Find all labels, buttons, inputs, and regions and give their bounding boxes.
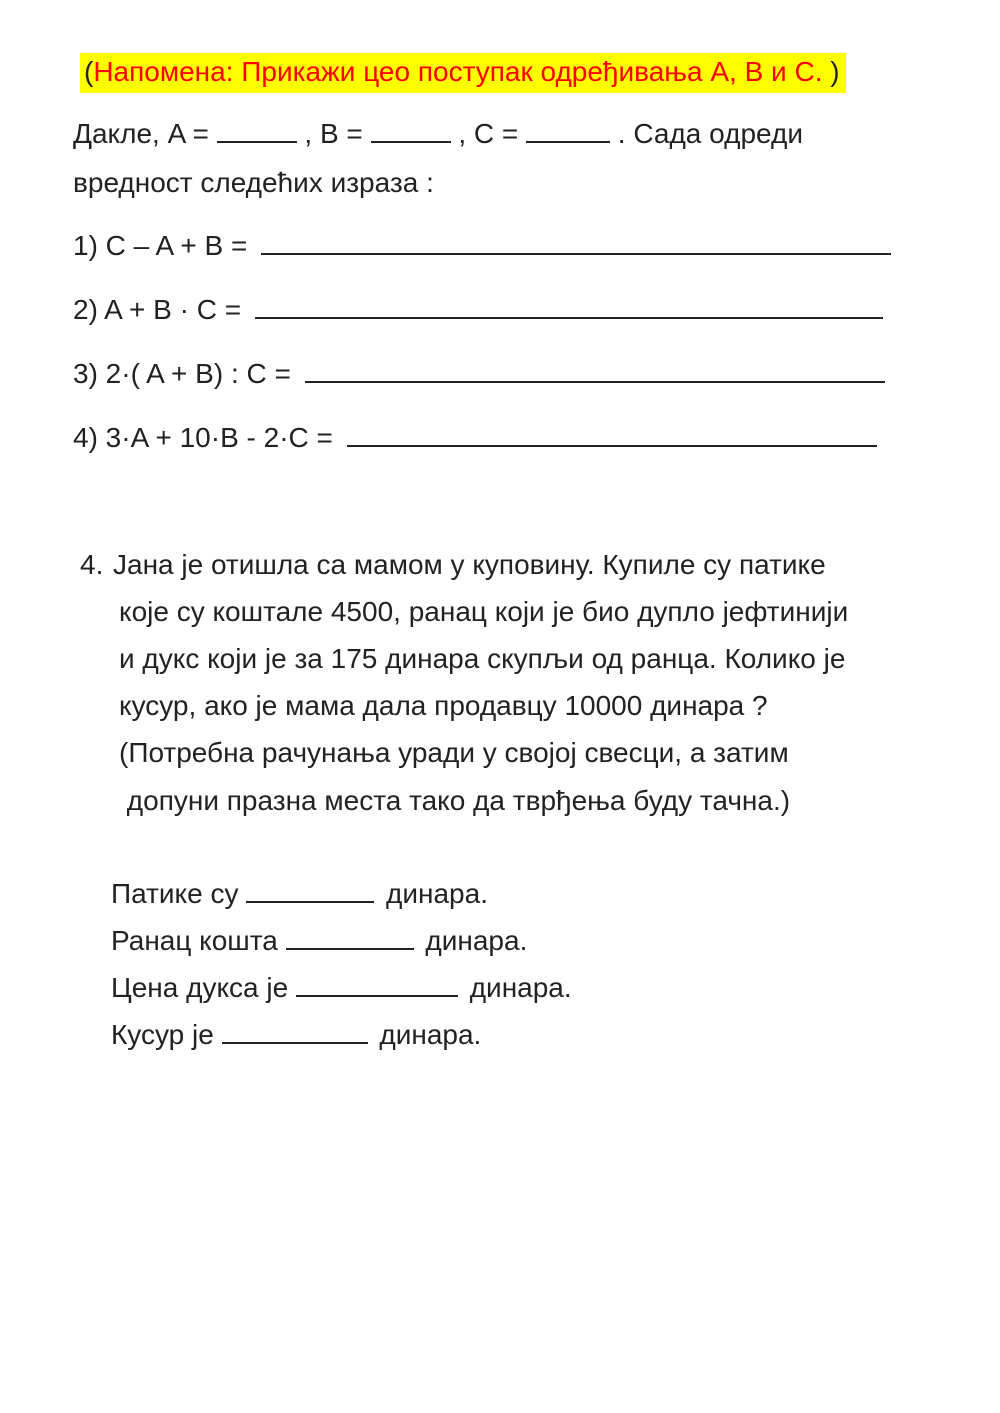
expression-answer-blank[interactable] — [347, 421, 877, 447]
answer-suffix: динара. — [371, 1019, 482, 1050]
answer-suffix: динара. — [461, 972, 572, 1003]
task4-number: 4. — [80, 549, 104, 580]
answer-prefix: Патике су — [111, 878, 247, 909]
expression-answer-blank[interactable] — [261, 229, 891, 255]
intro-c-label: , C = — [450, 118, 527, 149]
note-open-paren: ( — [84, 56, 94, 87]
task4-line: (Потребна рачунања уради у својој свесци, а затим — [119, 737, 789, 768]
note-banner — [80, 53, 846, 93]
answer-suffix: динара. — [417, 925, 528, 956]
expression-label: 2) A + B · C = — [73, 294, 249, 325]
intro-a-label: Дакле, A = — [73, 118, 217, 149]
task4-line: које су коштале 4500, ранац који је био дупло јефтинији — [119, 596, 849, 627]
task4-line: кусур, ако је мама дала продавцу 10000 динара ? — [119, 690, 768, 721]
answer-prefix: Кусур је — [111, 1019, 222, 1050]
blank-b[interactable] — [371, 117, 451, 143]
expression-label: 3) 2·( A + B) : C = — [73, 358, 299, 389]
expression-label: 1) C – A + B = — [73, 230, 256, 261]
answer-blank[interactable] — [296, 971, 458, 997]
blank-a[interactable] — [217, 117, 297, 143]
note-text: Напомена: Прикажи цео поступак одређивања A, B и C. — [93, 56, 831, 87]
expression-4 — [73, 421, 877, 455]
intro-suffix: . Сада одреди — [610, 118, 803, 149]
note-close-paren: ) — [830, 56, 840, 87]
answer-prefix: Цена дукса је — [111, 972, 296, 1003]
intro-line-2: вредност следећих израза : — [73, 167, 434, 198]
expression-label: 4) 3·A + 10·B - 2·C = — [73, 422, 341, 453]
intro-b-label: , B = — [296, 118, 371, 149]
blank-c[interactable] — [526, 117, 610, 143]
answer-blank[interactable] — [222, 1018, 368, 1044]
intro-line-1 — [73, 117, 803, 151]
answer-suffix: динара. — [378, 878, 488, 909]
expression-2 — [73, 293, 883, 327]
task4-line: Јана је отишла са мамом у куповину. Купиле су патике — [113, 549, 826, 580]
task4-line: и дукс који је за 175 динара скупљи од ранца. Колико је — [119, 643, 846, 674]
task4-line: допуни празна места тако да тврђења буду тачна.) — [119, 785, 791, 816]
expression-answer-blank[interactable] — [305, 357, 885, 383]
expression-answer-blank[interactable] — [255, 293, 883, 319]
answer-prefix: Ранац кошта — [111, 925, 286, 956]
answer-hoodie — [111, 971, 572, 1005]
answer-sneakers — [111, 877, 488, 911]
expression-1 — [73, 229, 891, 263]
expression-3 — [73, 357, 885, 391]
answer-change — [111, 1018, 481, 1052]
answer-blank[interactable] — [286, 924, 414, 950]
answer-backpack — [111, 924, 527, 958]
answer-blank[interactable] — [246, 877, 374, 903]
